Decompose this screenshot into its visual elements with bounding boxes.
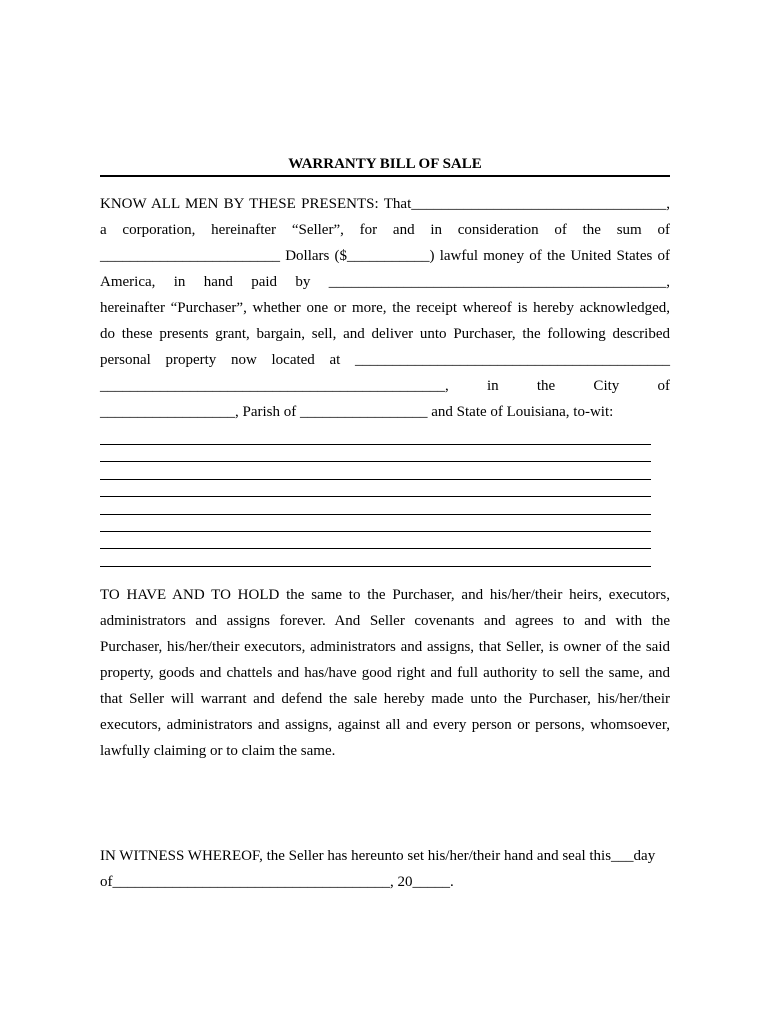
intro-line: a corporation, hereinafter “Seller”, for and in consideration of the sum of — [100, 222, 670, 238]
intro-line: KNOW ALL MEN BY THESE PRESENTS: That__________________________________, — [100, 196, 670, 212]
habendum-line: executors, administrators and assigns, against all and every person or persons, whomsoever, — [100, 717, 670, 733]
intro-line: __________________, Parish of _________________ and State of Louisiana, to-wit: — [100, 404, 614, 420]
description-blank-line[interactable] — [100, 479, 651, 480]
intro-line: ______________________________________________, in the City of — [100, 378, 670, 394]
witness-line: IN WITNESS WHEREOF, the Seller has hereunto set his/her/their hand and seal this___day — [100, 848, 656, 864]
habendum-line: TO HAVE AND TO HOLD the same to the Purchaser, and his/her/their heirs, executors, — [100, 587, 670, 603]
habendum-line: lawfully claiming or to claim the same. — [100, 743, 336, 759]
description-blank-line[interactable] — [100, 514, 651, 515]
description-blank-line[interactable] — [100, 461, 651, 462]
habendum-line: administrators and assigns forever. And Seller covenants and agrees to and with the — [100, 613, 670, 629]
habendum-line: that Seller will warrant and defend the sale hereby made unto the Purchaser, his/her/their — [100, 691, 670, 707]
habendum-line: Purchaser, his/her/their executors, administrators and assigns, that Seller, is owner of the said — [100, 639, 670, 655]
intro-line: ________________________ Dollars ($___________) lawful money of the United States of — [100, 248, 670, 264]
description-blank-line[interactable] — [100, 496, 651, 497]
description-blank-line[interactable] — [100, 444, 651, 445]
description-blank-line[interactable] — [100, 531, 651, 532]
witness-line: of_____________________________________, 20_____. — [100, 874, 454, 890]
description-blank-line[interactable] — [100, 566, 651, 567]
intro-line: personal property now located at __________________________________________ — [100, 352, 670, 368]
description-blank-line[interactable] — [100, 548, 651, 549]
intro-line: do these presents grant, bargain, sell, and deliver unto Purchaser, the following described — [100, 326, 670, 342]
title-rule — [100, 175, 670, 177]
habendum-line: property, goods and chattels and has/have good right and full authority to sell the same, and — [100, 665, 670, 681]
intro-line: America, in hand paid by _____________________________________________, — [100, 274, 670, 290]
document-title: WARRANTY BILL OF SALE — [288, 156, 482, 172]
intro-line: hereinafter “Purchaser”, whether one or more, the receipt whereof is hereby acknowledged, — [100, 300, 670, 316]
